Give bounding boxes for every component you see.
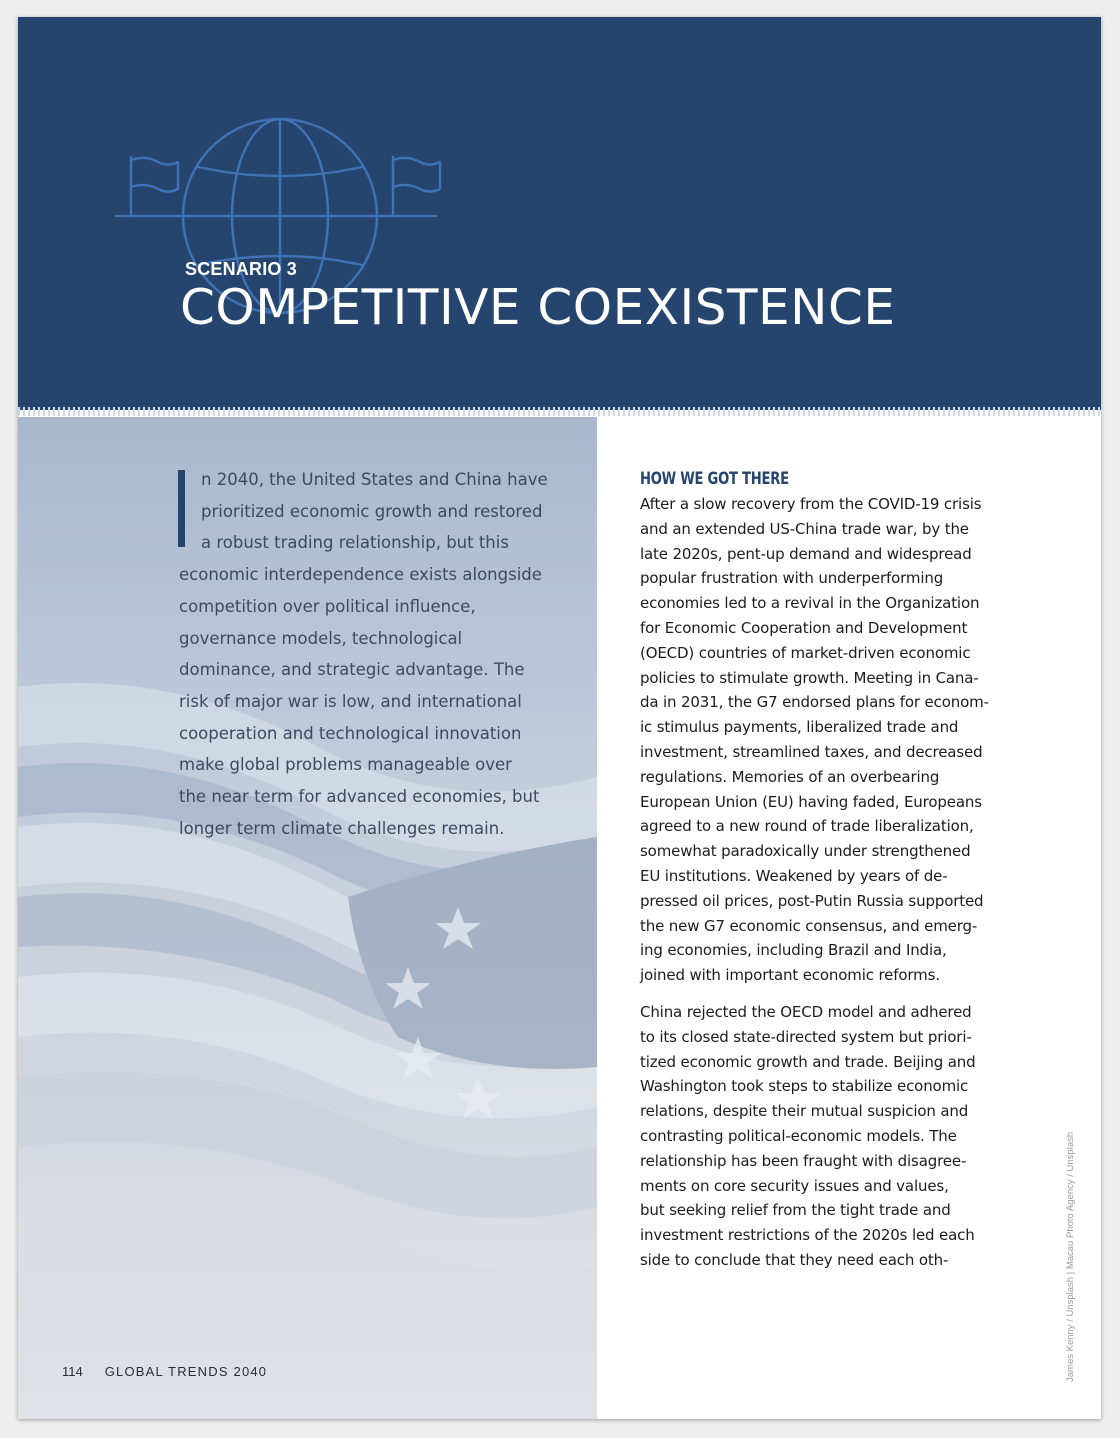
body-line: EU institutions. Weakened by years of de- <box>640 866 948 885</box>
body-paragraph-2 <box>640 1000 1012 1273</box>
body-paragraph-1 <box>640 492 1012 988</box>
intro-line: governance models, technological <box>179 628 463 648</box>
body-line: joined with important economic reforms. <box>640 966 940 985</box>
section-heading: HOW WE GOT THERE <box>640 469 789 489</box>
body-line: ing economies, including Brazil and India, <box>640 941 947 960</box>
body-line: late 2020s, pent-up demand and widespread <box>640 544 972 563</box>
body-line: policies to stimulate growth. Meeting in Cana- <box>640 668 979 687</box>
intro-line: a robust trading relationship, but this <box>201 533 509 553</box>
body-line: ments on core security issues and values, <box>640 1176 949 1195</box>
body-line: economies led to a revival in the Organization <box>640 594 980 613</box>
body-line: investment, streamlined taxes, and decreased <box>640 742 983 761</box>
intro-line: cooperation and technological innovation <box>179 723 522 743</box>
body-line: relationship has been fraught with disagree- <box>640 1151 967 1170</box>
intro-paragraph <box>179 464 579 844</box>
body-line: contrasting political-economic models. The <box>640 1126 957 1145</box>
body-line: to its closed state-directed system but priori- <box>640 1027 972 1046</box>
document-page <box>18 17 1101 1419</box>
intro-line: make global problems manageable over <box>179 755 512 775</box>
body-line: agreed to a new round of trade liberalization, <box>640 817 974 836</box>
page-footer <box>62 1364 267 1379</box>
body-line: European Union (EU) having faded, Europeans <box>640 792 982 811</box>
body-line: somewhat paradoxically under strengthened <box>640 842 971 861</box>
body-line: pressed oil prices, post-Putin Russia supported <box>640 891 984 910</box>
intro-line: longer term climate challenges remain. <box>179 818 505 838</box>
body-line: da in 2031, the G7 endorsed plans for econom- <box>640 693 989 712</box>
body-line: relations, despite their mutual suspicion and <box>640 1102 969 1121</box>
intro-line: economic interdependence exists alongside <box>179 565 542 585</box>
body-line: tized economic growth and trade. Beijing and <box>640 1052 976 1071</box>
intro-line: competition over political influence, <box>179 596 476 616</box>
body-line: and an extended US-China trade war, by the <box>640 519 969 538</box>
body-line: popular frustration with underperforming <box>640 569 944 588</box>
intro-line: n 2040, the United States and China have <box>201 470 548 489</box>
photo-credit: James Kenny / Unsplash | Macau Photo Agency / Unsplash <box>1065 1131 1076 1382</box>
scenario-label: SCENARIO 3 <box>185 259 298 279</box>
tick-divider <box>18 407 1101 416</box>
body-line: for Economic Cooperation and Development <box>640 618 968 637</box>
body-line: investment restrictions of the 2020s led each <box>640 1226 975 1245</box>
intro-line: dominance, and strategic advantage. The <box>179 660 525 680</box>
intro-line: the near term for advanced economies, but <box>179 787 540 807</box>
publication-name: GLOBAL TRENDS 2040 <box>104 1364 268 1379</box>
title-banner <box>18 17 1101 410</box>
body-line: side to conclude that they need each oth- <box>640 1250 949 1269</box>
body-line: ic stimulus payments, liberalized trade and <box>640 718 959 737</box>
body-line: (OECD) countries of market-driven economic <box>640 643 971 662</box>
page-title: COMPETITIVE COEXISTENCE <box>180 279 896 336</box>
intro-line: prioritized economic growth and restored <box>201 501 543 521</box>
intro-line: risk of major war is low, and international <box>179 691 522 711</box>
globe-with-flags-icon <box>18 17 1101 410</box>
body-line: Washington took steps to stabilize economic <box>640 1077 969 1096</box>
body-line: After a slow recovery from the COVID-19 crisis <box>640 495 982 513</box>
body-column <box>640 469 1012 1285</box>
body-line: regulations. Memories of an overbearing <box>640 767 940 786</box>
body-line: China rejected the OECD model and adhered <box>640 1002 972 1021</box>
page-number: 114 <box>62 1364 83 1379</box>
body-line: the new G7 economic consensus, and emerg- <box>640 916 978 935</box>
body-line: but seeking relief from the tight trade and <box>640 1201 951 1220</box>
